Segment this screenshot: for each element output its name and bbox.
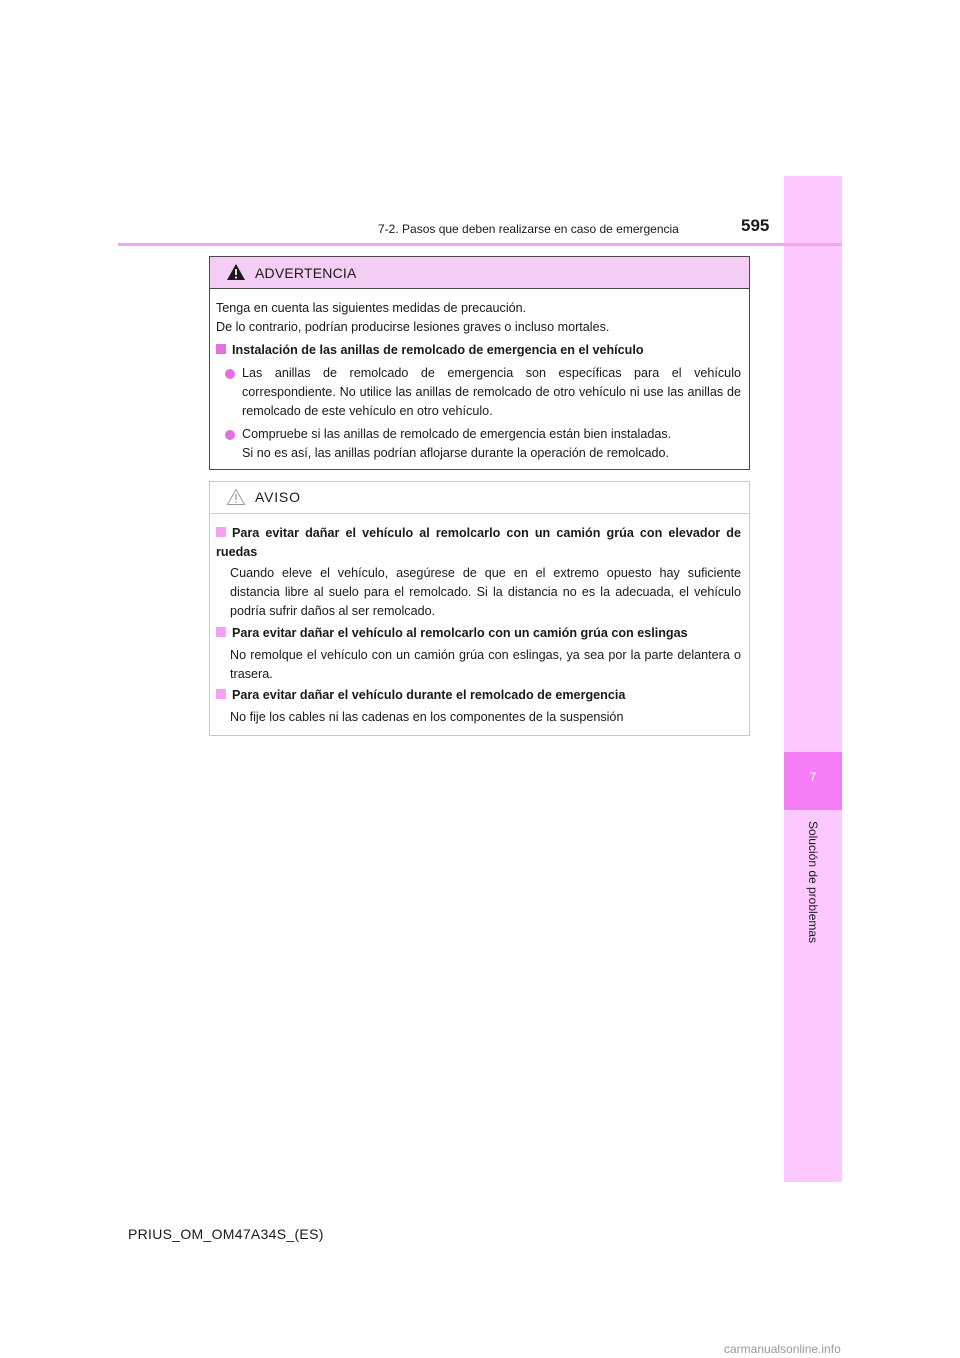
warning-triangle-icon xyxy=(226,263,246,286)
square-bullet-icon xyxy=(216,527,226,537)
warning-bullet-1-text: Las anillas de remolcado de emergencia son específicas para el vehículo correspondiente. No utilice las anillas de remolcado de otro vehículo ni use las anillas de remolcado de este vehículo en otro vehículo. xyxy=(242,366,741,418)
square-bullet-icon xyxy=(216,627,226,637)
chapter-sidebar xyxy=(784,176,842,1182)
square-bullet-icon xyxy=(216,689,226,699)
chapter-title: Solución de problemas xyxy=(806,820,820,944)
notice-box xyxy=(209,481,750,736)
round-bullet-icon xyxy=(225,430,235,440)
watermark: carmanualsonline.info xyxy=(724,1342,841,1356)
warning-section-title: Instalación de las anillas de remolcado de emergencia en el vehículo xyxy=(232,343,644,357)
notice-section-1-heading xyxy=(216,524,741,562)
warning-section-heading xyxy=(216,341,741,360)
round-bullet-icon xyxy=(225,369,235,379)
warning-bullet-2-line-2: Si no es así, las anillas podrían aflojarse durante la operación de remolcado. xyxy=(242,446,670,460)
notice-section-3-text: No fije los cables ni las cadenas en los componentes de la suspensión xyxy=(230,710,624,724)
warning-box xyxy=(209,256,750,470)
notice-section-1-text: Cuando eleve el vehículo, asegúrese de que en el extremo opuesto hay suficiente distancia libre al suelo para el remolcado. Si la distancia no es la adecuada, el vehículo podría sufrir daños al ser remolcado. xyxy=(230,566,741,618)
notice-section-3-title: Para evitar dañar el vehículo durante el remolcado de emergencia xyxy=(232,688,626,702)
notice-section-2-heading xyxy=(216,624,741,643)
notice-title: AVISO xyxy=(255,489,301,505)
notice-section-2-title: Para evitar dañar el vehículo al remolcarlo con un camión grúa con eslingas xyxy=(232,626,688,640)
notice-section-2-text: No remolque el vehículo con un camión grúa con eslingas, ya sea por la parte delantera o trasera. xyxy=(230,648,741,681)
warning-intro-2: De lo contrario, podrían producirse lesiones graves o incluso mortales. xyxy=(216,320,610,334)
square-bullet-icon xyxy=(216,344,226,354)
document-code: PRIUS_OM_OM47A34S_(ES) xyxy=(128,1226,324,1242)
warning-intro-1: Tenga en cuenta las siguientes medidas de precaución. xyxy=(216,301,527,315)
page-number: 595 xyxy=(741,216,770,235)
chapter-number: 7 xyxy=(809,770,817,784)
warning-title: ADVERTENCIA xyxy=(255,265,357,281)
notice-box-header xyxy=(210,482,749,514)
caution-triangle-outline-icon xyxy=(226,488,246,511)
warning-box-header xyxy=(210,257,749,289)
notice-section-1-title: Para evitar dañar el vehículo al remolcarlo con un camión grúa con elevador de ruedas xyxy=(216,526,741,559)
warning-bullet-2-line-1: Compruebe si las anillas de remolcado de emergencia están bien instaladas. xyxy=(242,427,672,441)
header-divider xyxy=(118,243,842,246)
notice-section-3-heading xyxy=(216,686,741,705)
section-header: 7-2. Pasos que deben realizarse en caso de emergencia xyxy=(378,222,679,236)
